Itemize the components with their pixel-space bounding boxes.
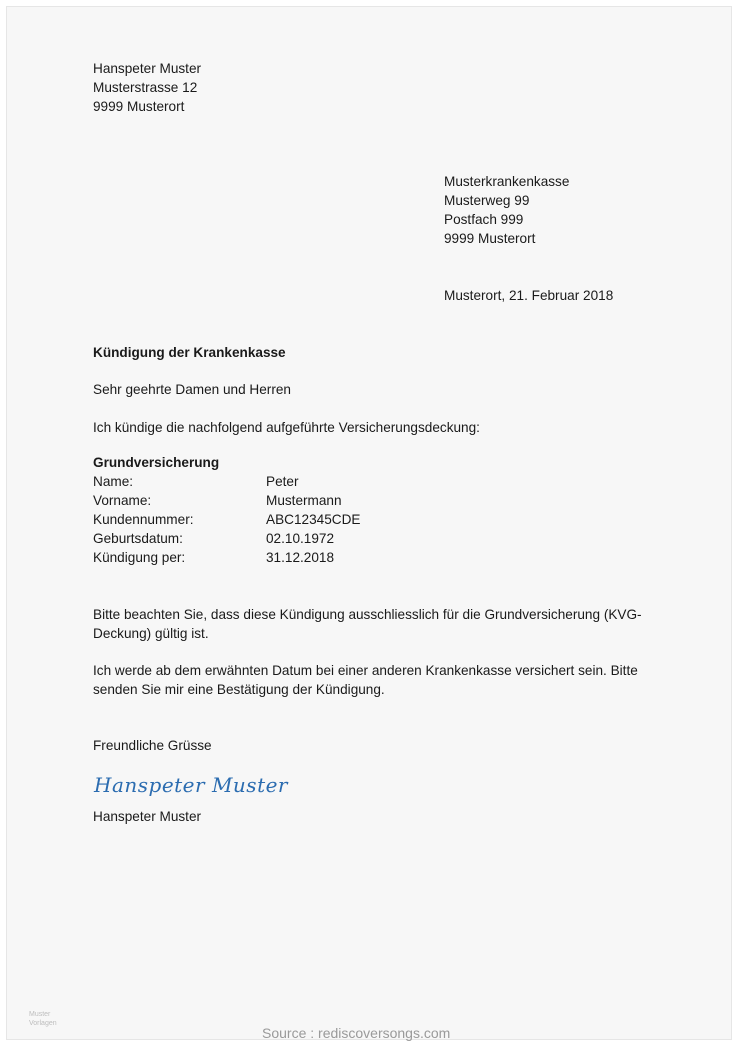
watermark-line: Vorlagen [29,1020,57,1027]
detail-row [93,548,360,567]
body-paragraph: Ich werde ab dem erwähnten Datum bei einer anderen Krankenkasse versichert sein. Bitte senden Sie mir eine Bestätigung der Kündigung. [93,663,638,697]
subject-line: Kündigung der Krankenkasse [93,345,286,360]
body-paragraph: Bitte beachten Sie, dass diese Kündigung ausschliesslich für die Grundversicherung (KVG-Deckung) gültig ist. [93,607,642,641]
watermark-line: Muster [29,1011,51,1018]
corner-watermark [29,1010,57,1028]
recipient-name: Musterkrankenkasse [444,174,570,189]
detail-label: Name: [93,474,134,489]
closing-line: Freundliche Grüsse [93,738,212,753]
detail-label: Kundennummer: [93,512,194,527]
sender-street: Musterstrasse 12 [93,80,198,95]
detail-value: 02.10.1972 [266,531,335,546]
letter-page [6,6,732,1040]
detail-value: 31.12.2018 [266,550,335,565]
source-credit: Source : rediscoversongs.com [262,1025,451,1041]
coverage-heading: Grundversicherung [93,455,220,470]
recipient-street: Musterweg 99 [444,193,530,208]
detail-value: ABC12345CDE [266,512,361,527]
date-line: Musterort, 21. Februar 2018 [444,288,614,303]
policy-details [93,472,360,567]
intro-text: Ich kündige die nachfolgend aufgeführte Versicherungsdeckung: [93,420,480,435]
detail-value: Peter [266,474,299,489]
detail-row [93,529,360,548]
detail-row [93,491,360,510]
sender-address [93,59,201,116]
recipient-address [444,172,569,248]
detail-label: Vorname: [93,493,152,508]
salutation: Sehr geehrte Damen und Herren [93,382,291,397]
detail-label: Kündigung per: [93,550,186,565]
recipient-pobox: Postfach 999 [444,212,524,227]
recipient-city: 9999 Musterort [444,231,536,246]
sender-name: Hanspeter Muster [93,61,202,76]
detail-label: Geburtsdatum: [93,531,183,546]
detail-row [93,472,360,491]
sender-city: 9999 Musterort [93,99,185,114]
signature-name: Hanspeter Muster [93,809,202,824]
handwritten-signature: Hanspeter Muster [94,773,288,797]
detail-row [93,510,360,529]
detail-value: Mustermann [266,493,342,508]
